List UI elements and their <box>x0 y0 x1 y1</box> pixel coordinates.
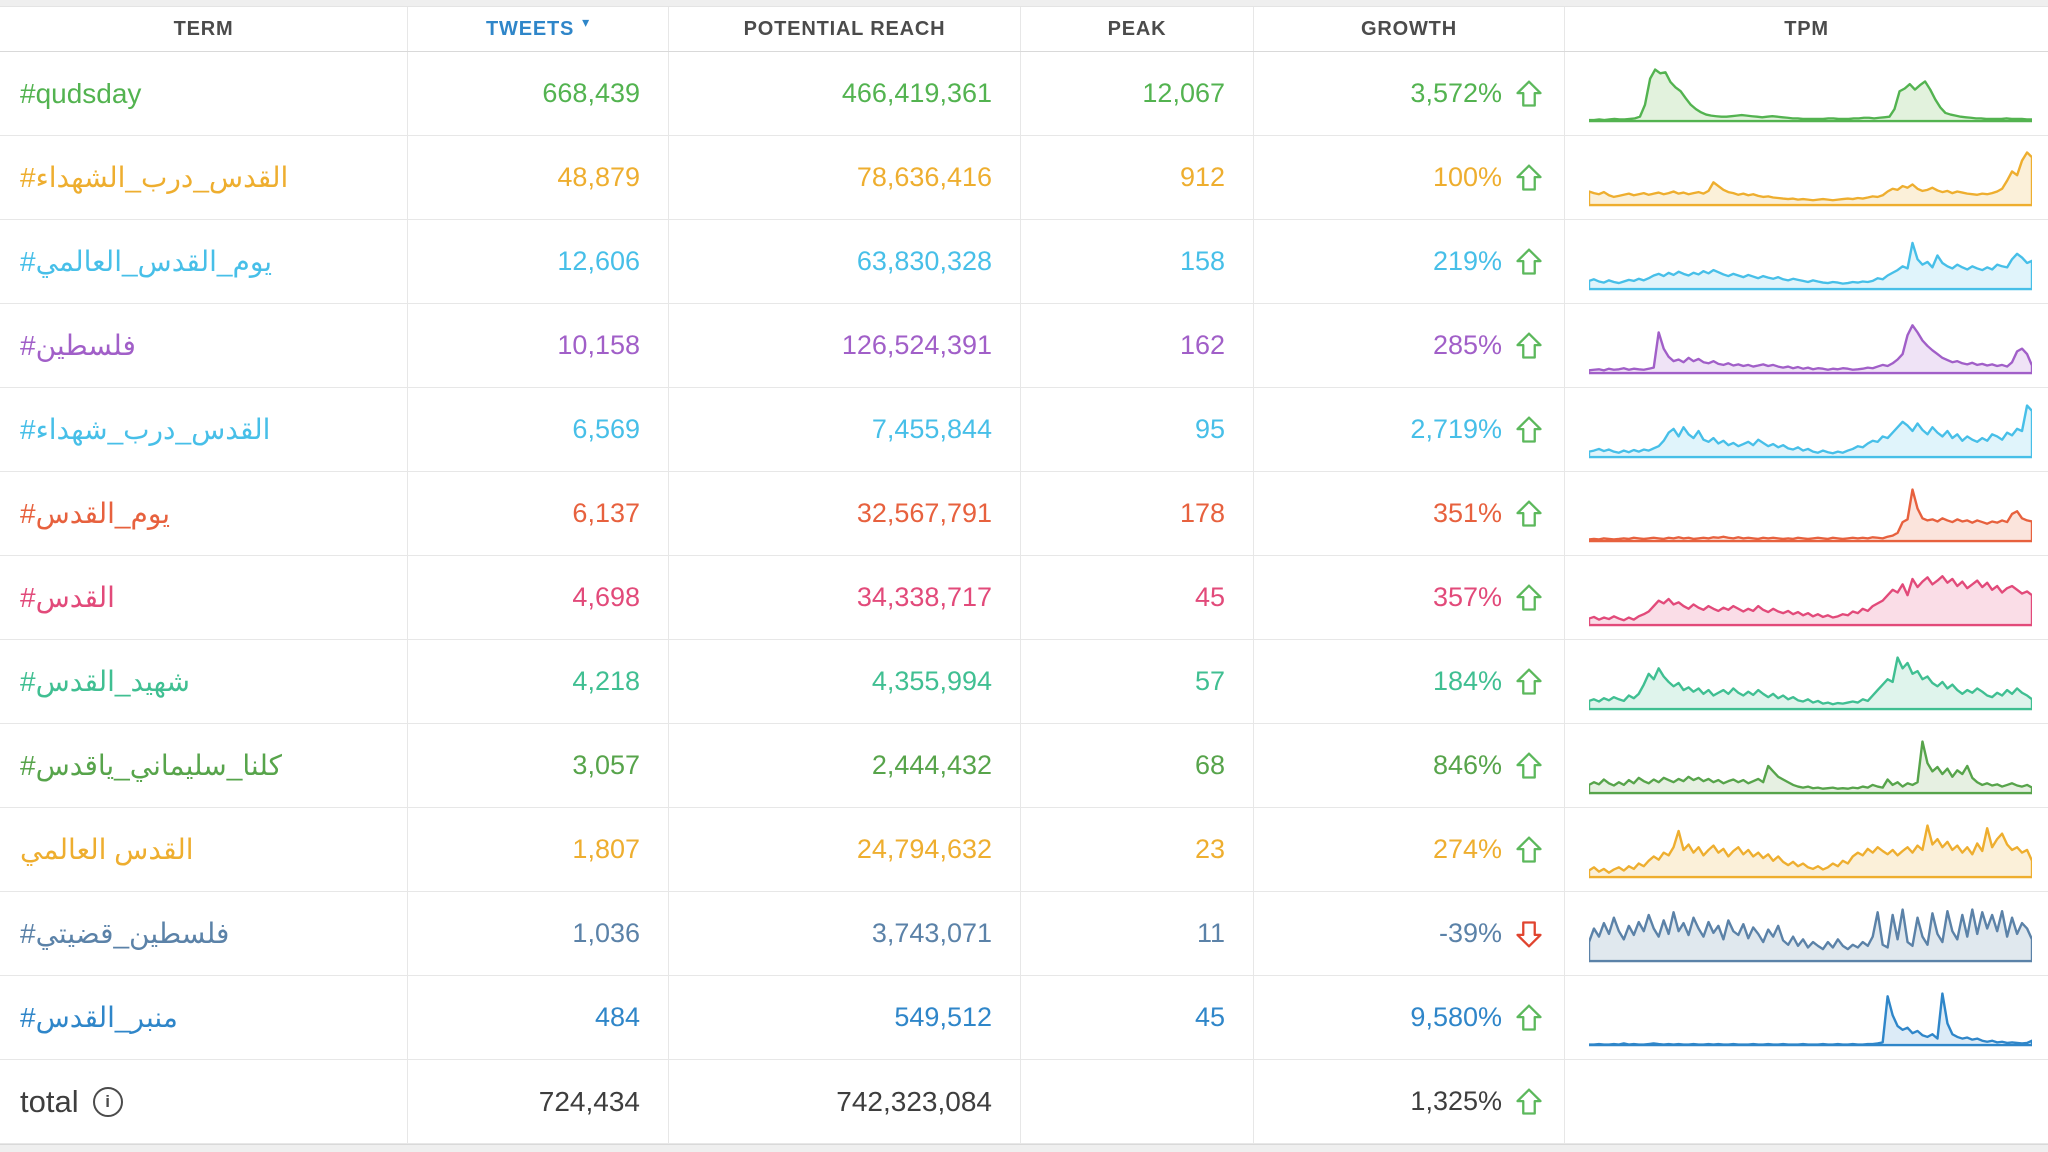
peak-cell <box>1021 808 1254 891</box>
growth-value: 184% <box>1432 666 1502 696</box>
sparkline-chart <box>1589 145 2032 207</box>
total-tpm-cell <box>1565 1060 2048 1143</box>
potential-reach-value: 4,355,994 <box>871 666 992 696</box>
growth-value: 351% <box>1432 498 1502 528</box>
tweets-value: 6,137 <box>572 498 640 528</box>
tpm-sparkline <box>1565 892 2048 975</box>
table-row <box>0 808 2048 892</box>
tweets-value: 4,218 <box>572 666 640 696</box>
tpm-sparkline <box>1565 724 2048 807</box>
potential-reach-cell <box>669 808 1021 891</box>
total-growth-cell <box>1254 1060 1565 1143</box>
term-cell <box>0 556 408 639</box>
table-row <box>0 976 2048 1060</box>
potential-reach-value: 3,743,071 <box>871 918 992 948</box>
peak-cell <box>1021 52 1254 135</box>
peak-cell <box>1021 388 1254 471</box>
peak-value: 45 <box>1194 1002 1225 1032</box>
potential-reach-cell <box>669 892 1021 975</box>
peak-value: 162 <box>1179 330 1225 360</box>
term-cell <box>0 304 408 387</box>
potential-reach-cell <box>669 472 1021 555</box>
tweets-cell <box>408 892 669 975</box>
tweets-value: 6,569 <box>572 414 640 444</box>
peak-cell <box>1021 304 1254 387</box>
tpm-sparkline <box>1565 976 2048 1059</box>
potential-reach-cell <box>669 724 1021 807</box>
tweets-value: 48,879 <box>557 162 640 192</box>
bottom-strip <box>0 1144 2048 1152</box>
tpm-sparkline <box>1565 556 2048 639</box>
tpm-sparkline <box>1565 472 2048 555</box>
peak-value: 12,067 <box>1142 78 1225 108</box>
growth-cell <box>1254 976 1565 1059</box>
potential-reach-value: 78,636,416 <box>856 162 992 192</box>
growth-cell <box>1254 892 1565 975</box>
tpm-sparkline <box>1565 388 2048 471</box>
sparkline-chart <box>1589 61 2032 123</box>
sparkline-chart <box>1589 397 2032 459</box>
growth-cell <box>1254 136 1565 219</box>
tpm-sparkline <box>1565 304 2048 387</box>
potential-reach-value: 63,830,328 <box>856 246 992 276</box>
tweets-value: 668,439 <box>542 78 640 108</box>
tpm-sparkline <box>1565 808 2048 891</box>
growth-cell <box>1254 52 1565 135</box>
potential-reach-cell <box>669 220 1021 303</box>
growth-up-arrow-icon <box>1514 498 1544 530</box>
growth-down-arrow-icon <box>1514 918 1544 950</box>
growth-value: 285% <box>1432 330 1502 360</box>
peak-value: 95 <box>1194 414 1225 444</box>
potential-reach-value: 549,512 <box>894 1002 992 1032</box>
potential-reach-value: 34,338,717 <box>856 582 992 612</box>
table-row <box>0 220 2048 304</box>
term-cell <box>0 808 408 891</box>
total-tweets-cell <box>408 1060 669 1143</box>
tweets-cell <box>408 976 669 1059</box>
growth-value: -39% <box>1438 918 1502 948</box>
tweets-value: 3,057 <box>572 750 640 780</box>
total-peak-cell <box>1021 1060 1254 1143</box>
tweets-value: 1,807 <box>572 834 640 864</box>
peak-cell <box>1021 220 1254 303</box>
table-row <box>0 388 2048 472</box>
table-row <box>0 304 2048 388</box>
sparkline-chart <box>1589 901 2032 963</box>
table-row <box>0 892 2048 976</box>
tweets-value: 12,606 <box>557 246 640 276</box>
term-link[interactable]: #يوم_القدس_العالمي <box>20 246 273 277</box>
tweets-value: 484 <box>594 1002 640 1032</box>
term-link[interactable]: #فلسطين_قضيتي <box>20 918 230 949</box>
term-cell <box>0 892 408 975</box>
column-header-peak[interactable]: PEAK <box>1021 7 1254 51</box>
growth-value: 3,572% <box>1410 78 1502 108</box>
tpm-sparkline <box>1565 52 2048 135</box>
term-link[interactable]: #فلسطين <box>20 330 136 361</box>
peak-value: 57 <box>1194 666 1225 696</box>
tweets-value: 10,158 <box>557 330 640 360</box>
growth-cell <box>1254 556 1565 639</box>
growth-value: 9,580% <box>1410 1002 1502 1032</box>
total-row <box>0 1060 2048 1144</box>
peak-value: 45 <box>1194 582 1225 612</box>
peak-cell <box>1021 640 1254 723</box>
tweets-cell <box>408 304 669 387</box>
table-body <box>0 52 2048 1060</box>
sparkline-chart <box>1589 649 2032 711</box>
column-header-growth[interactable]: GROWTH <box>1254 7 1565 51</box>
term-cell <box>0 136 408 219</box>
sparkline-chart <box>1589 565 2032 627</box>
table-row <box>0 640 2048 724</box>
growth-value: 274% <box>1432 834 1502 864</box>
term-cell <box>0 388 408 471</box>
peak-value: 11 <box>1196 918 1225 948</box>
sparkline-chart <box>1589 985 2032 1047</box>
term-link[interactable]: #كلنا_سليماني_ياقدس <box>20 750 282 781</box>
term-link[interactable]: القدس العالمي <box>20 834 194 865</box>
potential-reach-value: 7,455,844 <box>871 414 992 444</box>
tweets-cell <box>408 472 669 555</box>
sparkline-chart <box>1589 481 2032 543</box>
potential-reach-cell <box>669 52 1021 135</box>
potential-reach-cell <box>669 976 1021 1059</box>
term-cell <box>0 976 408 1059</box>
sparkline-chart <box>1589 817 2032 879</box>
growth-cell <box>1254 304 1565 387</box>
growth-up-arrow-icon <box>1514 834 1544 866</box>
peak-cell <box>1021 472 1254 555</box>
potential-reach-cell <box>669 388 1021 471</box>
growth-up-arrow-icon <box>1514 78 1544 110</box>
sparkline-chart <box>1589 733 2032 795</box>
table-row <box>0 724 2048 808</box>
growth-cell <box>1254 220 1565 303</box>
potential-reach-value: 24,794,632 <box>856 834 992 864</box>
growth-up-arrow-icon <box>1514 666 1544 698</box>
sparkline-chart <box>1589 313 2032 375</box>
tweets-cell <box>408 52 669 135</box>
top-strip <box>0 0 2048 7</box>
tweets-cell <box>408 220 669 303</box>
tweets-cell <box>408 724 669 807</box>
tweets-cell <box>408 136 669 219</box>
term-cell <box>0 724 408 807</box>
peak-cell <box>1021 976 1254 1059</box>
tweets-cell <box>408 808 669 891</box>
potential-reach-cell <box>669 136 1021 219</box>
tweets-value: 4,698 <box>572 582 640 612</box>
growth-cell <box>1254 640 1565 723</box>
peak-value: 158 <box>1179 246 1225 276</box>
growth-up-arrow-icon <box>1514 414 1544 446</box>
peak-value: 178 <box>1179 498 1225 528</box>
peak-cell <box>1021 724 1254 807</box>
growth-value: 219% <box>1432 246 1502 276</box>
term-link[interactable]: #القدس_درب_الشهداء <box>20 162 289 193</box>
tweets-cell <box>408 388 669 471</box>
term-link[interactable]: #القدس_درب_شهداء <box>20 414 271 445</box>
growth-up-arrow-icon <box>1514 1002 1544 1034</box>
peak-cell <box>1021 556 1254 639</box>
growth-up-arrow-icon <box>1514 330 1544 362</box>
potential-reach-value: 126,524,391 <box>841 330 992 360</box>
potential-reach-value: 466,419,361 <box>841 78 992 108</box>
potential-reach-value: 32,567,791 <box>856 498 992 528</box>
tpm-sparkline <box>1565 136 2048 219</box>
tpm-sparkline <box>1565 640 2048 723</box>
column-header-tpm[interactable]: TPM <box>1784 17 1829 40</box>
growth-value: 357% <box>1432 582 1502 612</box>
growth-value: 846% <box>1432 750 1502 780</box>
term-cell <box>0 220 408 303</box>
peak-cell <box>1021 892 1254 975</box>
term-cell <box>0 472 408 555</box>
term-cell <box>0 640 408 723</box>
tweets-cell <box>408 640 669 723</box>
term-link[interactable]: #شهيد_القدس <box>20 666 191 697</box>
total-growth-value: 1,325% <box>1410 1086 1502 1116</box>
peak-value: 912 <box>1179 162 1225 192</box>
peak-value: 68 <box>1194 750 1225 780</box>
info-icon[interactable]: i <box>93 1087 123 1117</box>
growth-cell <box>1254 724 1565 807</box>
tweets-value: 1,036 <box>572 918 640 948</box>
growth-up-arrow-icon <box>1514 750 1544 782</box>
growth-up-arrow-icon <box>1514 162 1544 194</box>
growth-cell <box>1254 808 1565 891</box>
table-row <box>0 472 2048 556</box>
tweets-cell <box>408 556 669 639</box>
peak-value: 23 <box>1194 834 1225 864</box>
growth-value: 100% <box>1432 162 1502 192</box>
term-link[interactable]: #منبر_القدس <box>20 1002 178 1033</box>
tpm-sparkline <box>1565 220 2048 303</box>
table-row <box>0 556 2048 640</box>
potential-reach-cell <box>669 304 1021 387</box>
term-link[interactable]: #يوم_القدس <box>20 498 171 529</box>
growth-cell <box>1254 388 1565 471</box>
table-header-row <box>0 7 2048 52</box>
term-cell <box>0 52 408 135</box>
column-header-term[interactable]: TERM <box>0 7 408 51</box>
peak-cell <box>1021 136 1254 219</box>
tweets-header-label: TWEETS <box>486 17 575 40</box>
total-potential-reach-value: 742,323,084 <box>836 1085 992 1117</box>
table-row <box>0 52 2048 136</box>
growth-value: 2,719% <box>1410 414 1502 444</box>
growth-up-arrow-icon <box>1514 246 1544 278</box>
total-label: total <box>20 1083 79 1119</box>
growth-cell <box>1254 472 1565 555</box>
growth-up-arrow-icon <box>1514 582 1544 614</box>
growth-up-arrow-icon <box>1514 1086 1544 1118</box>
total-tweets-value: 724,434 <box>538 1085 640 1117</box>
table-row <box>0 136 2048 220</box>
total-label-cell <box>0 1060 408 1143</box>
term-link[interactable]: #qudsday <box>20 77 142 109</box>
total-potential-reach-cell <box>669 1060 1021 1143</box>
potential-reach-value: 2,444,432 <box>871 750 992 780</box>
sparkline-chart <box>1589 229 2032 291</box>
potential-reach-cell <box>669 640 1021 723</box>
sort-caret-icon: ▾ <box>582 13 590 30</box>
potential-reach-cell <box>669 556 1021 639</box>
term-link[interactable]: #القدس <box>20 582 115 613</box>
column-header-potential-reach[interactable]: POTENTIAL REACH <box>669 7 1021 51</box>
column-header-tweets[interactable] <box>408 7 669 51</box>
